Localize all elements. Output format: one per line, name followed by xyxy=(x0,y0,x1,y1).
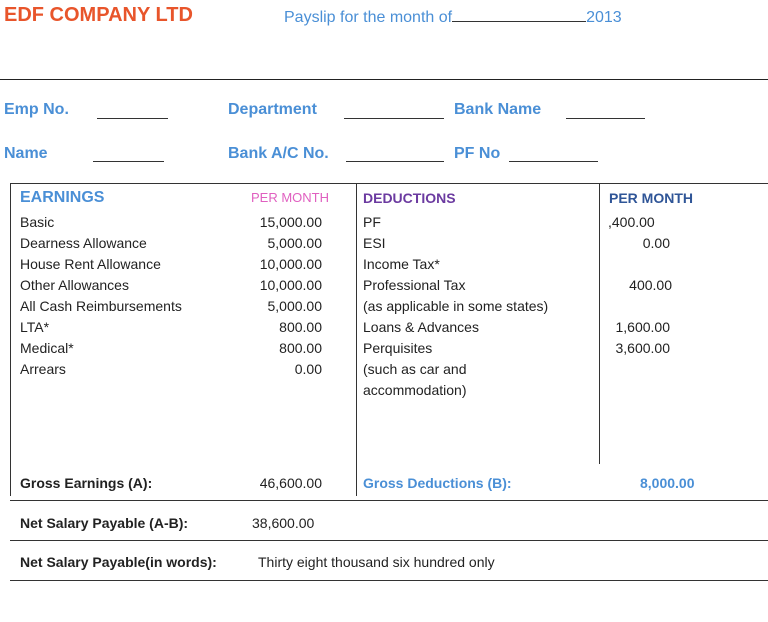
table-top-border xyxy=(10,183,768,184)
month-blank xyxy=(452,21,586,22)
earning-label: Dearness Allowance xyxy=(20,235,147,251)
payslip-title-text: Payslip for the month of xyxy=(284,9,453,26)
deduction-label: Loans & Advances xyxy=(363,319,479,335)
payslip-title xyxy=(284,9,622,27)
earning-value: 10,000.00 xyxy=(259,277,322,293)
earning-value: 15,000.00 xyxy=(259,214,322,230)
earning-value: 5,000.00 xyxy=(267,298,322,314)
department-label: Department xyxy=(228,101,317,118)
deduction-value: 0.00 xyxy=(642,235,670,251)
table-bottom-border xyxy=(10,580,768,581)
deduction-value: 400.00 xyxy=(629,277,672,293)
earnings-per-month-header: PER MONTH xyxy=(251,190,329,205)
deduction-value: ,400.00 xyxy=(608,214,655,230)
deduction-label: accommodation) xyxy=(363,382,467,398)
deduction-label: (as applicable in some states) xyxy=(363,298,549,314)
earning-value: 10,000.00 xyxy=(259,256,322,272)
gross-deductions-label: Gross Deductions (B): xyxy=(363,475,512,491)
net-salary-words-value: Thirty eight thousand six hundred only xyxy=(258,554,495,570)
net-salary-value: 38,600.00 xyxy=(252,515,315,531)
earnings-header: EARNINGS xyxy=(20,189,105,206)
gross-deductions-value: 8,000.00 xyxy=(640,475,695,491)
earning-value: 800.00 xyxy=(279,340,322,356)
header-divider xyxy=(0,79,768,80)
company-name: EDF COMPANY LTD xyxy=(4,4,193,26)
net-salary-label: Net Salary Payable (A-B): xyxy=(20,515,189,531)
emp-no-label: Emp No. xyxy=(4,101,69,118)
deduction-label: PF xyxy=(363,214,381,230)
bank-name-label: Bank Name xyxy=(454,101,542,118)
deduction-label: Professional Tax xyxy=(363,277,466,293)
deduction-value: 1,600.00 xyxy=(615,319,670,335)
deductions-per-month-header: PER MONTH xyxy=(609,190,693,206)
table-gross-divider xyxy=(10,500,768,501)
earning-value: 0.00 xyxy=(294,361,322,377)
table-net-divider xyxy=(10,540,768,541)
earning-value: 5,000.00 xyxy=(267,235,322,251)
name-label: Name xyxy=(4,145,48,162)
payslip-year: 2013 xyxy=(586,9,622,26)
pf-no-field[interactable] xyxy=(509,161,598,162)
pf-no-label: PF No xyxy=(454,145,501,162)
net-salary-words-label: Net Salary Payable(in words): xyxy=(20,554,217,570)
bank-name-field[interactable] xyxy=(566,118,645,119)
deductions-header: DEDUCTIONS xyxy=(363,190,456,206)
earning-label: All Cash Reimbursements xyxy=(20,298,182,314)
earning-label: Other Allowances xyxy=(20,277,129,293)
deduction-label: (such as car and xyxy=(363,361,467,377)
earning-label: Medical* xyxy=(20,340,74,356)
department-field[interactable] xyxy=(344,118,444,119)
earning-label: Basic xyxy=(20,214,55,230)
table-middle-divider xyxy=(356,183,357,496)
earning-label: Arrears xyxy=(20,361,66,377)
deduction-label: ESI xyxy=(363,235,386,251)
name-field[interactable] xyxy=(93,161,164,162)
deduction-label: Perquisites xyxy=(363,340,433,356)
earning-label: House Rent Allowance xyxy=(20,256,161,272)
deduction-value: 3,600.00 xyxy=(615,340,670,356)
deduction-label: Income Tax* xyxy=(363,256,440,272)
bank-ac-label: Bank A/C No. xyxy=(228,145,329,162)
emp-no-field[interactable] xyxy=(97,118,168,119)
earning-label: LTA* xyxy=(20,319,50,335)
gross-earnings-label: Gross Earnings (A): xyxy=(20,475,153,491)
earning-value: 800.00 xyxy=(279,319,322,335)
bank-ac-field[interactable] xyxy=(346,161,444,162)
gross-earnings-value: 46,600.00 xyxy=(259,475,322,491)
table-left-border xyxy=(10,183,11,496)
